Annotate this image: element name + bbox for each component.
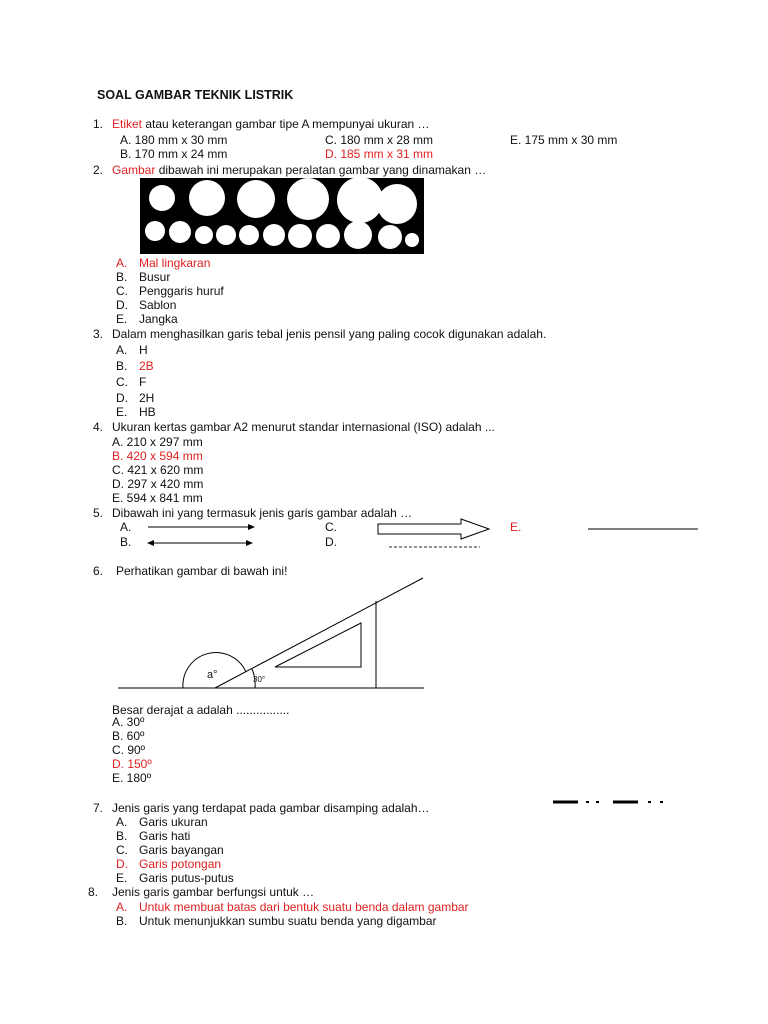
q6-question: Perhatikan gambar di bawah ini! [116, 564, 288, 578]
q8-option-a-letter: A. [116, 900, 128, 914]
q7-option-c-text: Garis bayangan [139, 843, 224, 857]
q5-option-c-letter: C. [325, 520, 337, 534]
q6-angle-a-label: a° [207, 669, 218, 681]
q8-option-b-letter: B. [116, 914, 128, 928]
q6-option-c: C. 90º [112, 743, 146, 757]
q1-option-a: A. 180 mm x 30 mm [120, 133, 228, 147]
q6-option-e: E. 180º [112, 771, 152, 785]
q1-option-e: E. 175 mm x 30 mm [510, 133, 618, 147]
q7-option-a-text: Garis ukuran [139, 815, 208, 829]
q3-option-c-letter: C. [116, 375, 128, 389]
q2-option-e-text: Jangka [139, 312, 178, 326]
q6-number: 6. [93, 564, 104, 578]
q5-option-e-letter: E. [510, 520, 522, 534]
q5-option-c-block-arrow [377, 518, 492, 540]
q1-question [112, 117, 430, 131]
q2-option-a-text: Mal lingkaran [139, 256, 211, 270]
q2-option-e-letter: E. [116, 312, 128, 326]
q5-option-b-letter: B. [120, 535, 132, 549]
q1-option-c: C. 180 mm x 28 mm [325, 133, 434, 147]
q7-option-b-text: Garis hati [139, 829, 191, 843]
q6-option-d: D. 150º [112, 757, 152, 771]
q2-number: 2. [93, 163, 104, 177]
q6-option-a: A. 30º [112, 715, 145, 729]
q4-option-c: C. 421 x 620 mm [112, 463, 204, 477]
q7-option-c-letter: C. [116, 843, 128, 857]
q3-option-b-letter: B. [116, 359, 128, 373]
q5-option-a-arrow-line [146, 522, 256, 532]
q4-option-d: D. 297 x 420 mm [112, 477, 204, 491]
q2-question [112, 163, 486, 177]
q6-angle-30-label: 30° [253, 675, 266, 684]
q3-option-d-letter: D. [116, 391, 128, 405]
q4-option-b: B. 420 x 594 mm [112, 449, 203, 463]
q6-option-b: B. 60º [112, 729, 145, 743]
q5-option-a-letter: A. [120, 520, 132, 534]
q7-option-d-text: Garis potongan [139, 857, 222, 871]
q7-dash-dot-dot-line [553, 799, 667, 805]
q8-question: Jenis garis gambar berfungsi untuk … [112, 885, 315, 899]
q2-option-d-text: Sablon [139, 298, 177, 312]
q4-question: Ukuran kertas gambar A2 menurut standar internasional (ISO) adalah ... [112, 420, 495, 434]
q2-option-c-text: Penggaris huruf [139, 284, 224, 298]
q5-question: Dibawah ini yang termasuk jenis garis gambar adalah … [112, 506, 413, 520]
q7-option-e-letter: E. [116, 871, 128, 885]
q1-option-d: D. 185 mm x 31 mm [325, 147, 434, 161]
q7-number: 7. [93, 801, 104, 815]
q1-option-b: B. 170 mm x 24 mm [120, 147, 228, 161]
q4-option-e: E. 594 x 841 mm [112, 491, 203, 505]
q8-number: 8. [88, 885, 99, 899]
q5-number: 5. [93, 506, 104, 520]
q1-prefix: Etiket [112, 117, 143, 131]
q3-option-b-text: 2B [139, 359, 154, 373]
q2-option-d-letter: D. [116, 298, 128, 312]
q3-option-e-letter: E. [116, 405, 128, 419]
q2-prefix: Gambar [112, 163, 156, 177]
q2-option-c-letter: C. [116, 284, 128, 298]
q6-angle-diagram [118, 578, 428, 692]
circle-template-image [140, 178, 424, 254]
q5-option-b-double-arrow-line [146, 538, 256, 548]
q2-rest: dibawah ini merupakan peralatan gambar yang dinamakan … [155, 163, 487, 177]
q3-question: Dalam menghasilkan garis tebal jenis pensil yang paling cocok digunakan adalah. [112, 327, 547, 341]
q2-option-b-letter: B. [116, 270, 128, 284]
q3-number: 3. [93, 327, 104, 341]
q8-option-a-text: Untuk membuat batas dari bentuk suatu benda dalam gambar [139, 900, 469, 914]
q6-sub-question: Besar derajat a adalah ................ [112, 703, 290, 717]
q3-option-e-text: HB [139, 405, 156, 419]
q3-option-d-text: 2H [139, 391, 155, 405]
q3-option-a-text: H [139, 343, 148, 357]
q5-option-d-letter: D. [325, 535, 337, 549]
q4-option-a: A. 210 x 297 mm [112, 435, 203, 449]
q1-number: 1. [93, 117, 104, 131]
page-title: SOAL GAMBAR TEKNIK LISTRIK [97, 88, 294, 102]
q7-option-e-text: Garis putus-putus [139, 871, 234, 885]
q2-option-b-text: Busur [139, 270, 171, 284]
q7-question: Jenis garis yang terdapat pada gambar disamping adalah… [112, 801, 430, 815]
q3-option-c-text: F [139, 375, 147, 389]
q5-option-d-dash-dot-line [388, 544, 482, 550]
q7-option-b-letter: B. [116, 829, 128, 843]
q7-option-d-letter: D. [116, 857, 128, 871]
q7-option-a-letter: A. [116, 815, 128, 829]
q4-number: 4. [93, 420, 104, 434]
q2-option-a-letter: A. [116, 256, 128, 270]
q1-rest: atau keterangan gambar tipe A mempunyai ukuran … [142, 117, 430, 131]
q5-option-e-plain-line [588, 527, 700, 531]
q3-option-a-letter: A. [116, 343, 128, 357]
q8-option-b-text: Untuk menunjukkan sumbu suatu benda yang digambar [139, 914, 437, 928]
